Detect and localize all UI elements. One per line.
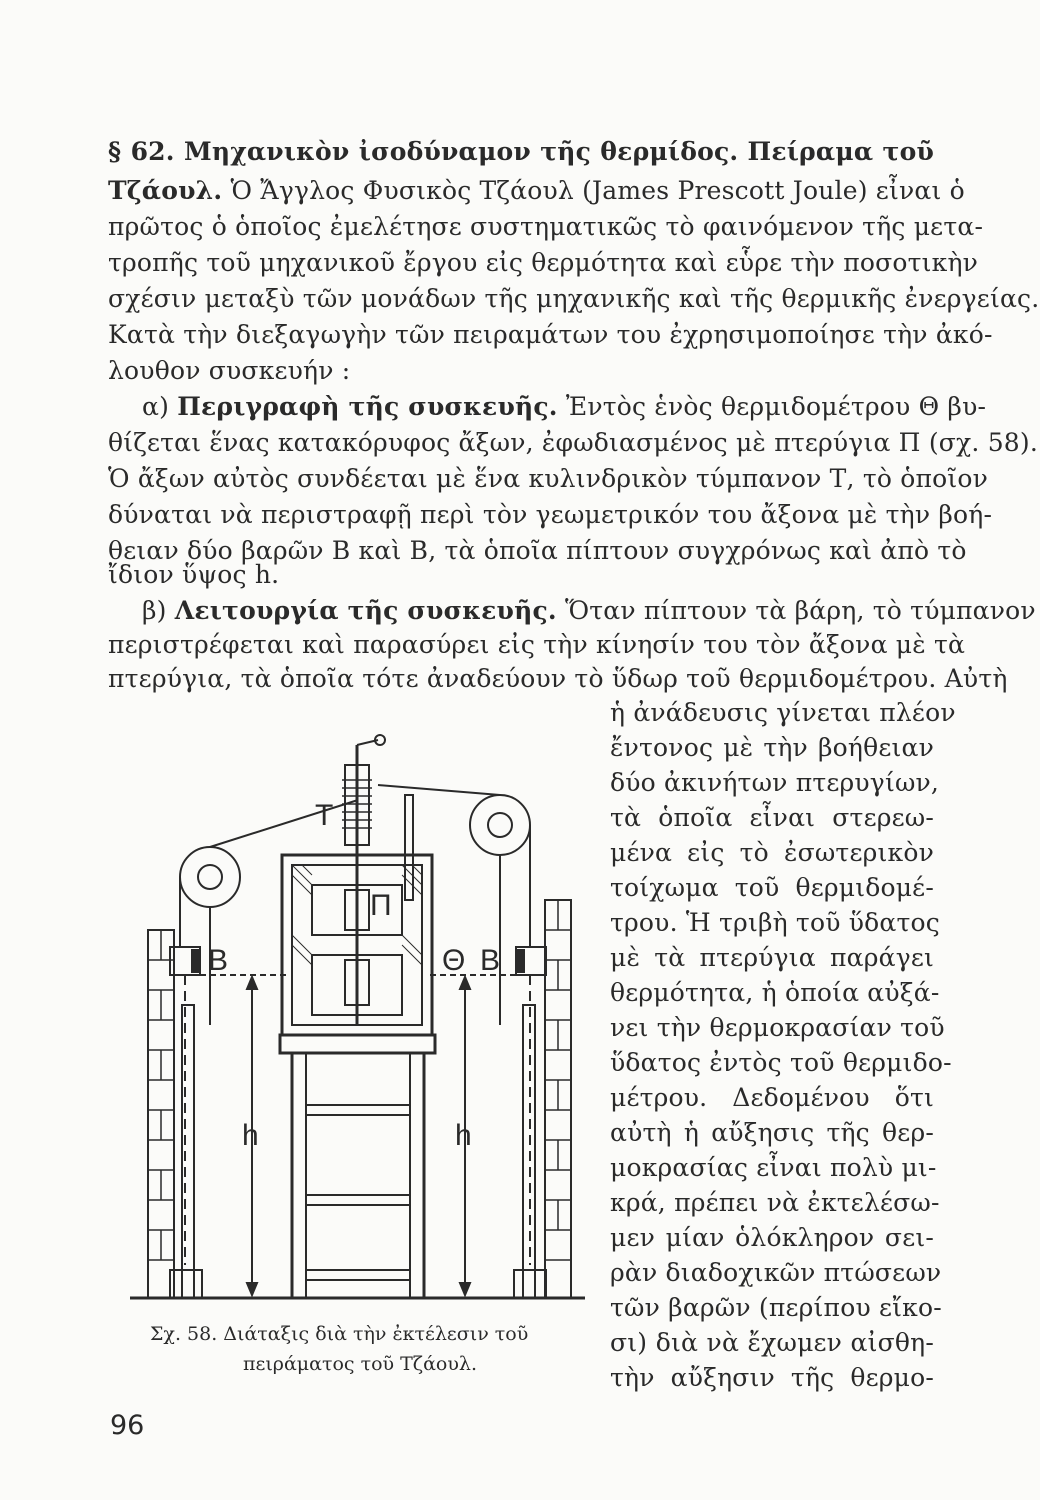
- label-calorimeter-theta: Θ: [442, 944, 466, 977]
- joule-apparatus-figure: [130, 725, 585, 1315]
- label-height-h-left: h: [242, 1119, 259, 1152]
- side-line: ὕδατος ἐντὸς τοῦ θερμιδο-: [610, 1048, 952, 1077]
- figure-caption-line-2: πειράματος τοῦ Τζάουλ.: [243, 1353, 478, 1375]
- side-line: τοίχωμα τοῦ θερμιδομέ-: [610, 873, 934, 902]
- side-line: τὰ ὁποῖα εἶναι στερεω-: [610, 803, 934, 832]
- intro-line-1: πρῶτος ὁ ὁποῖος ἐμελέτησε συστηματικῶς τὸ φαινόμενον τῆς μετα-: [108, 212, 984, 241]
- intro-first-text: Ὁ Ἄγγλος Φυσικὸς Τζάουλ (James Prescott Joule) εἶναι ὁ: [222, 176, 965, 205]
- side-line: σι) διὰ νὰ ἔχωμεν αἰσθη-: [610, 1328, 934, 1357]
- side-line: μένα εἰς τὸ ἐσωτερικὸν: [610, 838, 934, 867]
- part-b-title: Λειτουργία τῆς συσκευῆς.: [174, 596, 557, 625]
- side-line: δύο ἀκινήτων πτερυγίων,: [610, 768, 940, 797]
- part-a-line-1: θίζεται ἕνας κατακόρυφος ἄξων, ἐφωδιασμένος μὲ πτερύγια Π (σχ. 58).: [108, 428, 1039, 457]
- section-heading-bold: § 62. Μηχανικὸν ἰσοδύναμον τῆς θερμίδος. Πείραμα τοῦ: [108, 137, 934, 166]
- part-b-line-0: [142, 594, 1036, 628]
- side-line: τὴν αὔξησιν τῆς θερμο-: [610, 1363, 934, 1392]
- part-a-first-rest: Ἐντὸς ἑνὸς θερμιδομέτρου Θ βυ-: [557, 392, 987, 421]
- label-weight-b-left: Β: [208, 944, 229, 977]
- part-a-line-2: Ὁ ἄξων αὐτὸς συνδέεται μὲ ἕνα κυλινδρικὸν τύμπανον Τ, τὸ ὁποῖον: [108, 464, 989, 493]
- side-line: τῶν βαρῶν (περίπου εἴκο-: [610, 1293, 942, 1322]
- side-line: μεν μίαν ὁλόκληρον σει-: [610, 1223, 934, 1252]
- side-line: ἡ ἀνάδευσις γίνεται πλέον: [610, 698, 956, 727]
- figure-caption-line-1: Σχ. 58. Διάταξις διὰ τὴν ἐκτέλεσιν τοῦ: [150, 1323, 529, 1345]
- part-a-title: Περιγραφὴ τῆς συσκευῆς.: [177, 392, 558, 421]
- side-line: κρά, πρέπει νὰ ἐκτελέσω-: [610, 1188, 940, 1217]
- intro-line-5: λουθον συσκευήν :: [108, 356, 351, 385]
- part-a-line-4: θειαν δύο βαρῶν Β καὶ Β, τὰ ὁποῖα πίπτουν συγχρόνως καὶ ἀπὸ τὸ: [108, 536, 967, 565]
- side-line: μοκρασίας εἶναι πολὺ μι-: [610, 1153, 937, 1182]
- side-line: μὲ τὰ πτερύγια παράγει: [610, 943, 934, 972]
- part-b-line-2: πτερύγια, τὰ ὁποῖα τότε ἀναδεύουν τὸ ὕδωρ τοῦ θερμιδομέτρου. Αὐτὴ: [108, 664, 1008, 693]
- label-drum-t: Τ: [315, 799, 334, 832]
- intro-line-0: [108, 174, 965, 208]
- side-line: νει τὴν θερμοκρασίαν τοῦ: [610, 1013, 945, 1042]
- label-height-h-right: h: [455, 1119, 472, 1152]
- side-line: αὐτὴ ἡ αὔξησις τῆς θερ-: [610, 1118, 934, 1147]
- label-paddles-p: Π: [370, 889, 392, 922]
- side-line: ρὰν διαδοχικῶν πτώσεων: [610, 1258, 942, 1287]
- side-line: ἔντονος μὲ τὴν βοήθειαν: [610, 733, 934, 762]
- part-a-line-0: [142, 390, 987, 424]
- intro-line-4: Κατὰ τὴν διεξαγωγὴν τῶν πειραμάτων του ἐχρησιμοποίησε τὴν ἀκό-: [108, 320, 993, 349]
- part-b-first-rest: Ὅταν πίπτουν τὰ βάρη, τὸ τύμπανον: [556, 596, 1036, 625]
- side-line: τρου. Ἡ τριβὴ τοῦ ὕδατος: [610, 908, 940, 937]
- part-a-line-3: δύναται νὰ περιστραφῇ περὶ τὸν γεωμετρικόν του ἄξονα μὲ τὴν βοή-: [108, 500, 993, 529]
- part-a-label: α): [142, 392, 178, 421]
- part-b-line-1: περιστρέφεται καὶ παρασύρει εἰς τὴν κίνησίν του τὸν ἄξονα μὲ τὰ: [108, 630, 966, 659]
- side-line: θερμότητα, ἡ ὁποία αὐξά-: [610, 978, 940, 1007]
- side-line: μέτρου. Δεδομένου ὅτι: [610, 1083, 934, 1112]
- part-b-label: β): [142, 596, 175, 625]
- page-number: 96: [110, 1410, 145, 1441]
- intro-line-3: σχέσιν μεταξὺ τῶν μονάδων τῆς μηχανικῆς καὶ τῆς θερμικῆς ἐνεργείας.: [108, 284, 1040, 313]
- intro-line-2: τροπῆς τοῦ μηχανικοῦ ἔργου εἰς θερμότητα καὶ εὗρε τὴν ποσοτικὴν: [108, 248, 979, 277]
- section-heading: [108, 135, 934, 169]
- section-heading-cont: Τζάουλ.: [108, 176, 223, 205]
- part-a-line-5: ἴδιον ὕψος h.: [108, 560, 280, 589]
- label-weight-b-right: Β: [480, 944, 501, 977]
